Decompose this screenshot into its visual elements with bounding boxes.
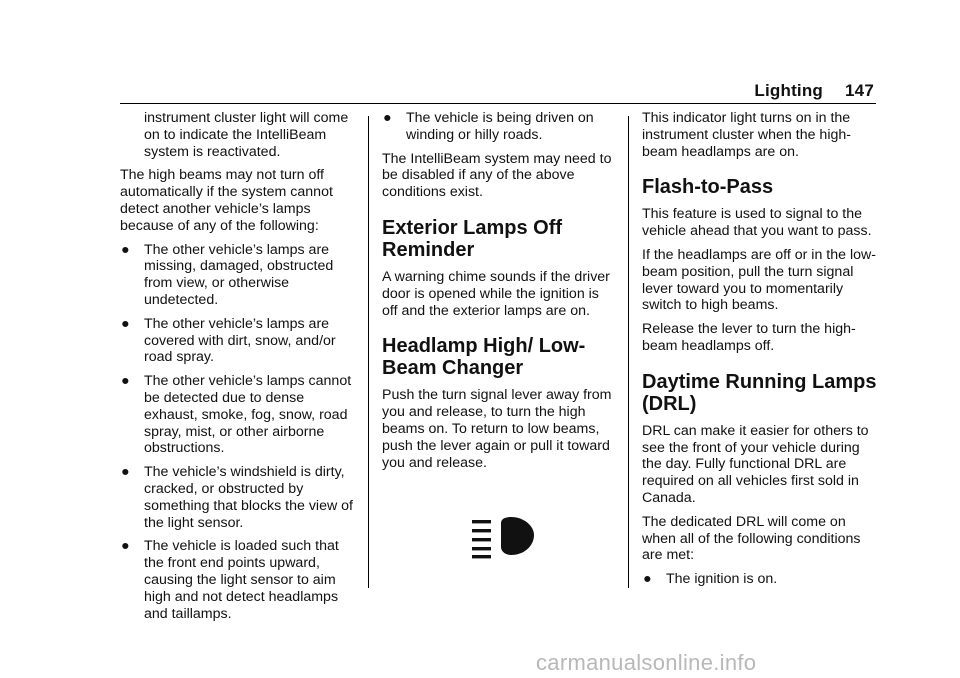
bullet-glyph: ● bbox=[121, 373, 130, 390]
bullet-glyph: ● bbox=[643, 571, 652, 588]
column-3 bbox=[642, 110, 878, 595]
section-heading-exterior-lamps-off-reminder: Exterior Lamps Off Reminder bbox=[382, 216, 563, 261]
column-divider-2 bbox=[628, 116, 629, 588]
high-beam-indicator-icon bbox=[468, 517, 538, 559]
list-item: ● The other vehicle’s lamps are missing, damaged, obstructed from view, or otherwise undetected. bbox=[121, 241, 334, 308]
paragraph: Release the lever to turn the high-beam headlamps off. bbox=[642, 321, 856, 354]
paragraph: This feature is used to signal to the vehicle ahead that you want to pass. bbox=[642, 206, 872, 240]
bullet-glyph: ● bbox=[383, 110, 392, 126]
paragraph: A warning chime sounds if the driver door is opened while the ignition is off and the exterior lamps are on. bbox=[382, 268, 610, 319]
list-item: ● The other vehicle’s lamps cannot be detected due to dense exhaust, smoke, fog, snow, road spray, mist, or other airborne obstructions. bbox=[121, 373, 352, 457]
column-1 bbox=[120, 110, 356, 629]
paragraph: DRL can make it easier for others to see the front of your vehicle during the day. Fully functional DRL are required on all vehicles first sold in Canada. bbox=[642, 422, 869, 506]
continued-text: instrument cluster light will come on to indicate the IntelliBeam system is reactivated. bbox=[144, 110, 349, 160]
list-item: ● The other vehicle’s lamps are covered with dirt, snow, and/or road spray. bbox=[121, 315, 336, 366]
watermark: carmanualsonline.info bbox=[536, 650, 757, 675]
bullet-glyph: ● bbox=[121, 241, 130, 258]
high-beam-icon-graphic bbox=[468, 517, 538, 559]
section-title: Lighting bbox=[754, 81, 824, 100]
header-rule bbox=[120, 103, 876, 104]
page-header bbox=[754, 81, 874, 101]
page-number: 147 bbox=[845, 81, 874, 100]
list-item: ● The vehicle is being driven on winding or hilly roads. bbox=[383, 110, 594, 143]
list-item: ● The vehicle is loaded such that the front end points upward, causing the light sensor to aim high and not detect headlamps and taillamps. bbox=[121, 538, 339, 622]
column-divider-1 bbox=[368, 116, 369, 588]
section-heading-flash-to-pass: Flash-to-Pass bbox=[642, 176, 774, 199]
paragraph: This indicator light turns on in the instrument cluster when the high-beam headlamps are on. bbox=[642, 110, 851, 160]
section-heading-headlamp-high-low-beam-changer: Headlamp High/ Low-Beam Changer bbox=[382, 335, 586, 380]
bullet-glyph: ● bbox=[121, 464, 130, 481]
paragraph: The dedicated DRL will come on when all of the following conditions are met: bbox=[642, 513, 861, 564]
bullet-glyph: ● bbox=[121, 538, 130, 555]
paragraph: The IntelliBeam system may need to be disabled if any of the above conditions exist. bbox=[382, 150, 612, 201]
paragraph: If the headlamps are off or in the low-beam position, pull the turn signal lever toward you to momentarily switch to high beams. bbox=[642, 246, 876, 314]
paragraph: Push the turn signal lever away from you and release, to turn the high beams on. To return to low beams, push the lever again or pull it toward you and release. bbox=[382, 387, 612, 471]
column-2 bbox=[382, 110, 618, 559]
section-heading-daytime-running-lamps: Daytime Running Lamps (DRL) bbox=[642, 370, 877, 415]
list-item: ● The vehicle’s windshield is dirty, cracked, or obstructed by something that blocks the view of the light sensor. bbox=[121, 464, 353, 531]
paragraph: The high beams may not turn off automatically if the system cannot detect another vehicle’s lamps because of any of the following: bbox=[120, 167, 333, 234]
bullet-glyph: ● bbox=[121, 315, 130, 332]
list-item: ● The ignition is on. bbox=[643, 571, 778, 588]
